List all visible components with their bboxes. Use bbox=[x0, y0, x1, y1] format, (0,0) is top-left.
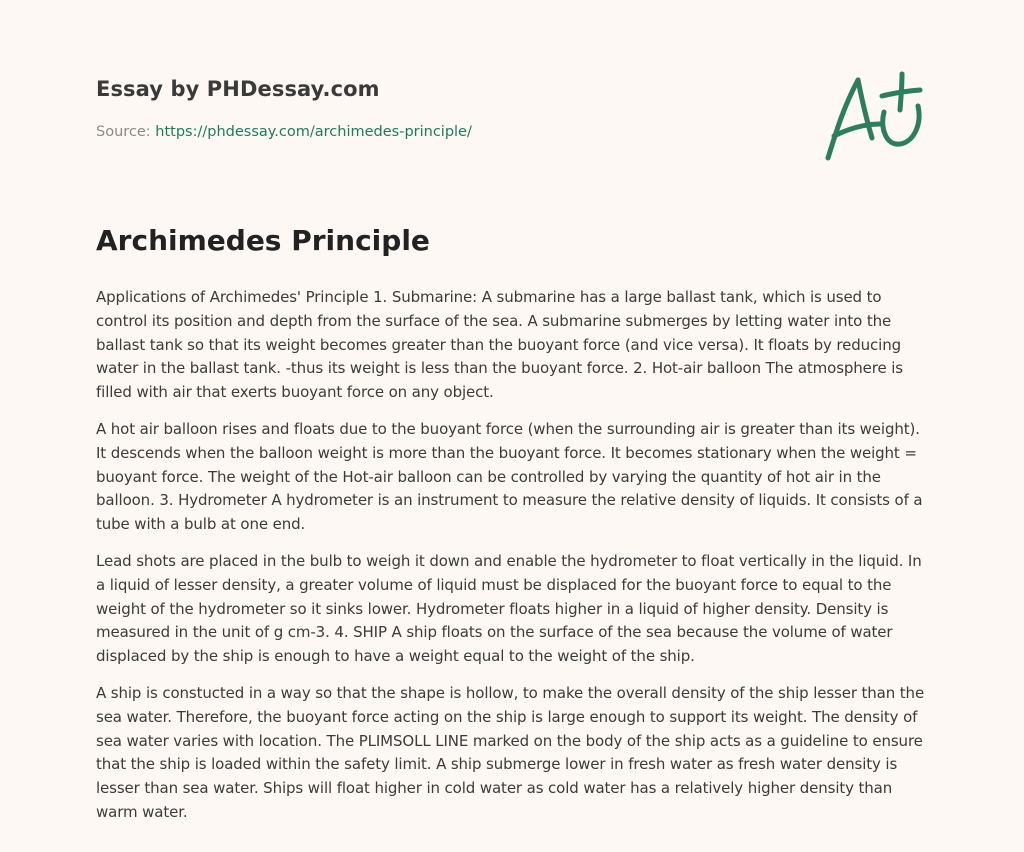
article-title: Archimedes Principle bbox=[96, 224, 430, 257]
source-line bbox=[96, 124, 472, 140]
source-label: Source: bbox=[96, 124, 156, 140]
a-right-stroke bbox=[858, 80, 872, 138]
paragraph: A hot air balloon rises and floats due to the buoyant force (when the surrounding air is greater than its weight). It descends when the balloon weight is more than the buoyant force. It becomes stationary when the weight = buoyant force. The weight of the Hot-air balloon can be controlled by varying the quantity of hot air in the balloon. 3. Hydrometer A hydrometer is an instrument to measure the relative density of liquids. It consists of a tube with a bulb at one end. bbox=[96, 419, 923, 534]
paragraph: Lead shots are placed in the bulb to weigh it down and enable the hydrometer to float vertically in the liquid. In a liquid of lesser density, a greater volume of liquid must be displaced for the buoyant force to equal to the weight of the hydrometer so it sinks lower. Hydrometer floats higher in a liquid of higher density. Density is measured in the unit of g cm-3. 4. SHIP A ship floats on the surface of the sea because the volume of water displaced by the ship is enough to have a weight equal to the weight of the ship. bbox=[96, 551, 922, 666]
plus-vertical bbox=[900, 74, 902, 110]
paragraph: A ship is constucted in a way so that the shape is hollow, to make the overall density of the ship lesser than the sea water. Therefore, the buoyant force acting on the ship is large enough to support its weight. The density of sea water varies with location. The PLIMSOLL LINE marked on the body of the ship acts as a guideline to ensure that the ship is loaded within the safety limit. A ship submerge lower in fresh water as fresh water density is lesser than sea water. Ships will float higher in cold water as cold water has a relatively higher density than warm water. bbox=[96, 683, 925, 821]
a-plus-logo-svg bbox=[818, 66, 930, 166]
site-brand: Essay by PHDessay.com bbox=[96, 77, 380, 101]
a-left-stroke bbox=[828, 80, 858, 158]
paragraph: Applications of Archimedes' Principle 1. Submarine: A submarine has a large ballast tank, which is used to control its position and depth from the surface of the sea. A submarine submerges by letting water into the ballast tank so that its weight becomes greater than the buoyant force (and vice versa). It floats by reducing water in the ballast tank. -thus its weight is less than the buoyant force. 2. Hot-air balloon The atmosphere is filled with air that exerts buoyant force on any object. bbox=[96, 288, 904, 402]
a-plus-icon bbox=[818, 66, 930, 166]
source-link[interactable]: https://phdessay.com/archimedes-principle/ bbox=[155, 124, 472, 140]
article-body bbox=[96, 286, 932, 838]
